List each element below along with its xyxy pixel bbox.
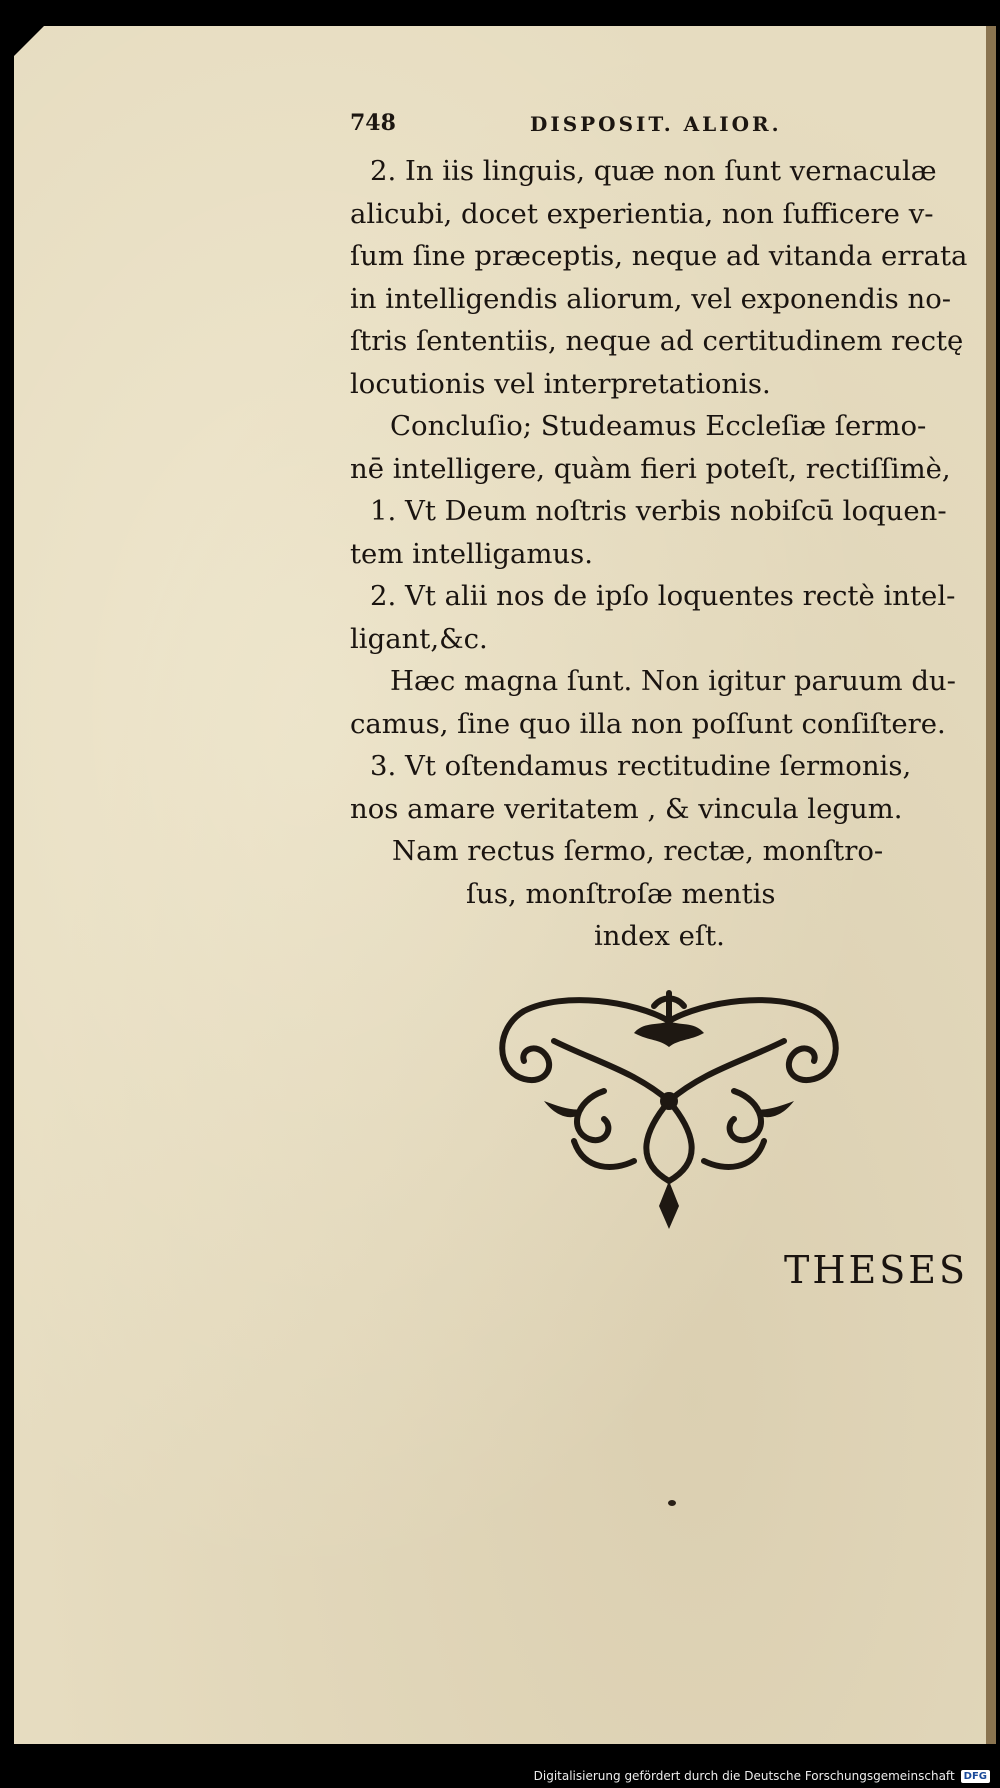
text-line: index eſt. xyxy=(594,920,725,952)
text-line: Concluſio; Studeamus Eccleſiæ ſermo- xyxy=(390,410,927,442)
book-page xyxy=(14,26,996,1744)
page-number: 748 xyxy=(350,110,396,136)
text-line: ligant,&c. xyxy=(350,622,488,655)
text-line: 2. Vt alii nos de ipſo loquentes rectè intel- xyxy=(370,580,956,612)
dfg-logo: DFG xyxy=(961,1770,990,1783)
ink-speck xyxy=(668,1500,676,1506)
text-line: 2. In iis linguis, quæ non ſunt vernaculæ xyxy=(370,155,937,187)
text-line: camus, ſine quo illa non poſſunt conſiſtere. xyxy=(350,707,946,740)
text-line: 1. Vt Deum noſtris verbis nobiſcū loquen- xyxy=(370,495,947,527)
page-corner xyxy=(14,26,44,56)
text-line: locutionis vel interpretationis. xyxy=(350,367,771,400)
text-line: Nam rectus ſermo, rectæ, monſtro- xyxy=(392,835,884,867)
text-line: Hæc magna ſunt. Non igitur paruum du- xyxy=(390,665,956,697)
text-line: in intelligendis aliorum, vel exponendis no- xyxy=(350,282,952,315)
text-line: alicubi, docet experientia, non ſufficere v- xyxy=(350,197,934,230)
catchword: THESES xyxy=(784,1248,969,1292)
text-line: nos amare veritatem , & vincula legum. xyxy=(350,792,903,825)
text-line: 3. Vt oſtendamus rectitudine ſermonis, xyxy=(370,750,912,782)
running-title: DISPOSIT. ALIOR. xyxy=(530,112,782,136)
text-line: ſum ſine præceptis, neque ad vitanda errata xyxy=(350,240,968,272)
digitization-credit xyxy=(534,1766,990,1786)
page-header xyxy=(350,110,970,140)
text-line: nē intelligere, quàm fieri poteſt, rectiſſimè, xyxy=(350,452,951,485)
text-line: ſtris ſententiis, neque ad certitudinem rectę xyxy=(350,325,964,357)
body-text xyxy=(350,150,986,958)
fleuron-ornament-icon xyxy=(484,981,854,1231)
text-line: ſus, monſtroſæ mentis xyxy=(466,877,776,910)
text-line: tem intelligamus. xyxy=(350,537,594,570)
credit-text: Digitalisierung gefördert durch die Deutsche Forschungsgemeinschaft xyxy=(533,1769,955,1783)
